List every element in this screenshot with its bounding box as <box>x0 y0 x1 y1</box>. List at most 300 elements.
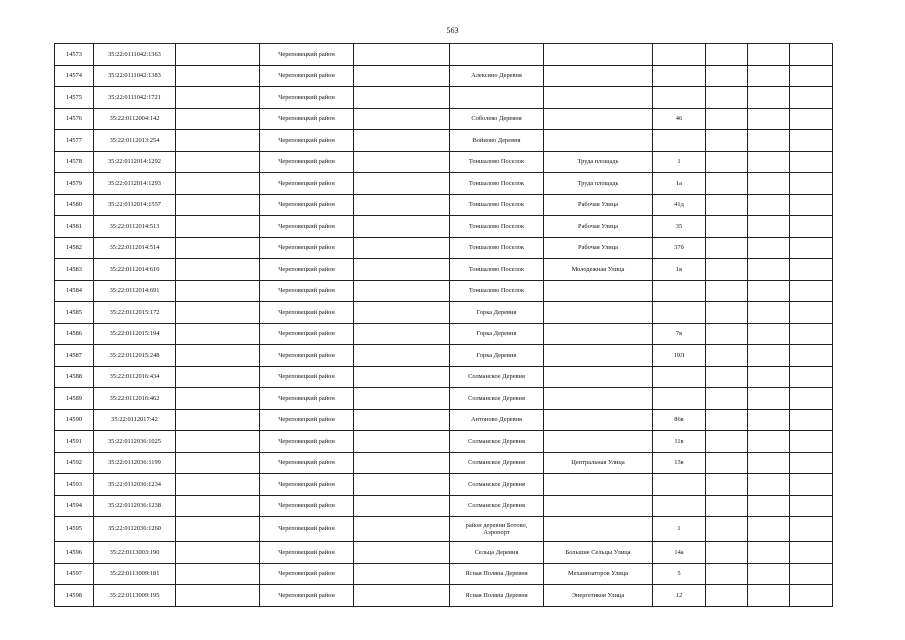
district-cell: Череповецкий район <box>260 585 354 607</box>
cadastral-number-cell: 35:22:0112014:1293 <box>94 173 176 195</box>
owner-cell <box>176 259 260 281</box>
record-number-cell: 14582 <box>55 237 94 259</box>
house-number-cell <box>653 495 706 517</box>
owner-cell <box>176 409 260 431</box>
record-number-cell: 14595 <box>55 517 94 542</box>
extra-cell-3 <box>748 366 790 388</box>
district-cell: Череповецкий район <box>260 409 354 431</box>
extra-cell-1 <box>354 585 450 607</box>
locality-cell: Антоново Деревня <box>450 409 544 431</box>
street-cell: Рабочая Улица <box>544 216 653 238</box>
district-cell: Череповецкий район <box>260 280 354 302</box>
extra-cell-4 <box>790 173 833 195</box>
extra-cell-2 <box>706 495 748 517</box>
district-cell: Череповецкий район <box>260 302 354 324</box>
locality-cell: Горка Деревня <box>450 345 544 367</box>
extra-cell-4 <box>790 431 833 453</box>
street-cell <box>544 302 653 324</box>
extra-cell-2 <box>706 280 748 302</box>
house-number-cell: 7в <box>653 323 706 345</box>
district-cell: Череповецкий район <box>260 345 354 367</box>
street-cell <box>544 366 653 388</box>
owner-cell <box>176 130 260 152</box>
district-cell: Череповецкий район <box>260 237 354 259</box>
locality-cell <box>450 87 544 109</box>
table-row <box>55 517 833 542</box>
extra-cell-1 <box>354 495 450 517</box>
locality-cell: Солманское Деревня <box>450 388 544 410</box>
extra-cell-4 <box>790 563 833 585</box>
record-number-cell: 14584 <box>55 280 94 302</box>
extra-cell-4 <box>790 237 833 259</box>
street-cell <box>544 517 653 542</box>
extra-cell-2 <box>706 108 748 130</box>
extra-cell-4 <box>790 474 833 496</box>
record-number-cell: 14573 <box>55 44 94 66</box>
table-row <box>55 44 833 66</box>
record-number-cell: 14598 <box>55 585 94 607</box>
owner-cell <box>176 151 260 173</box>
extra-cell-3 <box>748 431 790 453</box>
cadastral-number-cell: 35:22:0112017:42 <box>94 409 176 431</box>
district-cell: Череповецкий район <box>260 194 354 216</box>
extra-cell-3 <box>748 323 790 345</box>
extra-cell-3 <box>748 173 790 195</box>
district-cell: Череповецкий район <box>260 474 354 496</box>
extra-cell-3 <box>748 474 790 496</box>
extra-cell-1 <box>354 542 450 564</box>
extra-cell-3 <box>748 194 790 216</box>
house-number-cell: 14а <box>653 542 706 564</box>
owner-cell <box>176 65 260 87</box>
house-number-cell: 1в <box>653 259 706 281</box>
extra-cell-1 <box>354 409 450 431</box>
table-row <box>55 542 833 564</box>
owner-cell <box>176 388 260 410</box>
house-number-cell: 5 <box>653 563 706 585</box>
extra-cell-3 <box>748 517 790 542</box>
locality-cell: Солманское Деревня <box>450 452 544 474</box>
table-row <box>55 87 833 109</box>
house-number-cell <box>653 87 706 109</box>
street-cell: Центральная Улица <box>544 452 653 474</box>
extra-cell-4 <box>790 194 833 216</box>
cadastral-number-cell: 35:22:0113003:190 <box>94 542 176 564</box>
locality-cell: Войново Деревня <box>450 130 544 152</box>
table-row <box>55 452 833 474</box>
extra-cell-3 <box>748 409 790 431</box>
extra-cell-4 <box>790 323 833 345</box>
owner-cell <box>176 563 260 585</box>
extra-cell-2 <box>706 323 748 345</box>
extra-cell-4 <box>790 388 833 410</box>
locality-cell: Ясная Поляна Деревня <box>450 563 544 585</box>
extra-cell-1 <box>354 65 450 87</box>
extra-cell-2 <box>706 216 748 238</box>
extra-cell-2 <box>706 259 748 281</box>
extra-cell-1 <box>354 323 450 345</box>
extra-cell-1 <box>354 87 450 109</box>
extra-cell-4 <box>790 44 833 66</box>
table-row <box>55 563 833 585</box>
street-cell <box>544 280 653 302</box>
extra-cell-2 <box>706 409 748 431</box>
cadastral-number-cell: 35:22:0112036:1199 <box>94 452 176 474</box>
record-number-cell: 14590 <box>55 409 94 431</box>
extra-cell-4 <box>790 585 833 607</box>
table-row <box>55 302 833 324</box>
cadastral-number-cell: 35:22:0112014:513 <box>94 216 176 238</box>
street-cell <box>544 495 653 517</box>
extra-cell-2 <box>706 44 748 66</box>
locality-cell: Тоншалово Поселок <box>450 151 544 173</box>
house-number-cell: 46 <box>653 108 706 130</box>
district-cell: Череповецкий район <box>260 495 354 517</box>
record-number-cell: 14574 <box>55 65 94 87</box>
cadastral-number-cell: 35:22:0112004:142 <box>94 108 176 130</box>
district-cell: Череповецкий район <box>260 452 354 474</box>
table-row <box>55 65 833 87</box>
house-number-cell: 19Л <box>653 345 706 367</box>
extra-cell-3 <box>748 280 790 302</box>
extra-cell-1 <box>354 452 450 474</box>
extra-cell-3 <box>748 563 790 585</box>
extra-cell-2 <box>706 431 748 453</box>
street-cell <box>544 323 653 345</box>
extra-cell-1 <box>354 194 450 216</box>
extra-cell-2 <box>706 563 748 585</box>
extra-cell-1 <box>354 259 450 281</box>
house-number-cell <box>653 65 706 87</box>
locality-cell: Солманское Деревня <box>450 431 544 453</box>
extra-cell-3 <box>748 44 790 66</box>
street-cell <box>544 65 653 87</box>
table-row <box>55 431 833 453</box>
locality-cell: Ясная Поляна Деревня <box>450 585 544 607</box>
house-number-cell: 41д <box>653 194 706 216</box>
street-cell <box>544 474 653 496</box>
district-cell: Череповецкий район <box>260 173 354 195</box>
cadastral-number-cell: 35:22:0112015:248 <box>94 345 176 367</box>
district-cell: Череповецкий район <box>260 517 354 542</box>
extra-cell-4 <box>790 542 833 564</box>
record-number-cell: 14592 <box>55 452 94 474</box>
house-number-cell: 86в <box>653 409 706 431</box>
extra-cell-2 <box>706 173 748 195</box>
extra-cell-2 <box>706 452 748 474</box>
owner-cell <box>176 194 260 216</box>
owner-cell <box>176 431 260 453</box>
house-number-cell <box>653 388 706 410</box>
street-cell <box>544 431 653 453</box>
house-number-cell <box>653 474 706 496</box>
house-number-cell: 13в <box>653 452 706 474</box>
cadastral-number-cell: 35:22:0112036:1260 <box>94 517 176 542</box>
extra-cell-3 <box>748 87 790 109</box>
extra-cell-3 <box>748 388 790 410</box>
house-number-cell <box>653 366 706 388</box>
record-number-cell: 14580 <box>55 194 94 216</box>
extra-cell-3 <box>748 65 790 87</box>
extra-cell-4 <box>790 452 833 474</box>
owner-cell <box>176 280 260 302</box>
owner-cell <box>176 495 260 517</box>
owner-cell <box>176 366 260 388</box>
extra-cell-3 <box>748 542 790 564</box>
cadastral-number-cell: 35:22:0112015:172 <box>94 302 176 324</box>
locality-cell: Соболево Деревня <box>450 108 544 130</box>
table-row <box>55 388 833 410</box>
extra-cell-1 <box>354 151 450 173</box>
street-cell: Рабочая Улица <box>544 194 653 216</box>
page-number: 563 <box>446 26 459 35</box>
table-row <box>55 280 833 302</box>
table-row <box>55 237 833 259</box>
house-number-cell: 35 <box>653 216 706 238</box>
locality-cell: Солманское Деревня <box>450 474 544 496</box>
extra-cell-1 <box>354 44 450 66</box>
cadastral-number-cell: 35:22:0112015:194 <box>94 323 176 345</box>
property-registry-table <box>54 43 833 607</box>
owner-cell <box>176 452 260 474</box>
house-number-cell <box>653 302 706 324</box>
locality-cell: Тоншалово Поселок <box>450 216 544 238</box>
extra-cell-4 <box>790 495 833 517</box>
district-cell: Череповецкий район <box>260 563 354 585</box>
extra-cell-3 <box>748 151 790 173</box>
district-cell: Череповецкий район <box>260 65 354 87</box>
cadastral-number-cell: 35:22:0113009:181 <box>94 563 176 585</box>
locality-cell: Тоншалово Поселок <box>450 237 544 259</box>
house-number-cell: 1 <box>653 517 706 542</box>
cadastral-number-cell: 35:22:0112014:610 <box>94 259 176 281</box>
record-number-cell: 14591 <box>55 431 94 453</box>
record-number-cell: 14587 <box>55 345 94 367</box>
extra-cell-4 <box>790 65 833 87</box>
extra-cell-3 <box>748 237 790 259</box>
locality-cell: Алексино Деревня <box>450 65 544 87</box>
extra-cell-3 <box>748 108 790 130</box>
house-number-cell <box>653 280 706 302</box>
table-row <box>55 345 833 367</box>
extra-cell-4 <box>790 108 833 130</box>
extra-cell-4 <box>790 302 833 324</box>
registry-body <box>55 44 833 607</box>
extra-cell-1 <box>354 431 450 453</box>
cadastral-number-cell: 35:22:0113009:195 <box>94 585 176 607</box>
house-number-cell: 37б <box>653 237 706 259</box>
extra-cell-2 <box>706 388 748 410</box>
table-row <box>55 151 833 173</box>
extra-cell-1 <box>354 563 450 585</box>
record-number-cell: 14575 <box>55 87 94 109</box>
extra-cell-4 <box>790 87 833 109</box>
owner-cell <box>176 323 260 345</box>
record-number-cell: 14579 <box>55 173 94 195</box>
owner-cell <box>176 474 260 496</box>
table-row <box>55 495 833 517</box>
extra-cell-1 <box>354 388 450 410</box>
extra-cell-1 <box>354 130 450 152</box>
street-cell: Рабочая Улица <box>544 237 653 259</box>
owner-cell <box>176 345 260 367</box>
extra-cell-1 <box>354 345 450 367</box>
locality-cell: Солманское Деревня <box>450 366 544 388</box>
street-cell <box>544 87 653 109</box>
extra-cell-4 <box>790 517 833 542</box>
locality-cell: Горка Деревня <box>450 323 544 345</box>
locality-cell <box>450 44 544 66</box>
extra-cell-2 <box>706 366 748 388</box>
owner-cell <box>176 517 260 542</box>
district-cell: Череповецкий район <box>260 259 354 281</box>
cadastral-number-cell: 35:22:0112036:1025 <box>94 431 176 453</box>
table-row <box>55 194 833 216</box>
extra-cell-4 <box>790 130 833 152</box>
table-row <box>55 130 833 152</box>
extra-cell-3 <box>748 495 790 517</box>
house-number-cell: 1а <box>653 173 706 195</box>
record-number-cell: 14594 <box>55 495 94 517</box>
extra-cell-3 <box>748 345 790 367</box>
cadastral-number-cell: 35:22:0112036:1238 <box>94 495 176 517</box>
extra-cell-2 <box>706 474 748 496</box>
locality-cell: Тоншалово Поселок <box>450 259 544 281</box>
extra-cell-2 <box>706 130 748 152</box>
cadastral-number-cell: 35:22:0112013:254 <box>94 130 176 152</box>
record-number-cell: 14596 <box>55 542 94 564</box>
house-number-cell: 1 <box>653 151 706 173</box>
extra-cell-2 <box>706 65 748 87</box>
owner-cell <box>176 108 260 130</box>
table-row <box>55 108 833 130</box>
street-cell <box>544 108 653 130</box>
owner-cell <box>176 585 260 607</box>
locality-cell: Горка Деревня <box>450 302 544 324</box>
house-number-cell <box>653 130 706 152</box>
extra-cell-2 <box>706 585 748 607</box>
district-cell: Череповецкий район <box>260 431 354 453</box>
extra-cell-3 <box>748 585 790 607</box>
extra-cell-1 <box>354 280 450 302</box>
locality-cell: Тоншалово Поселок <box>450 194 544 216</box>
extra-cell-3 <box>748 130 790 152</box>
extra-cell-3 <box>748 452 790 474</box>
extra-cell-1 <box>354 216 450 238</box>
street-cell: Большие Сельцы Улица <box>544 542 653 564</box>
cadastral-number-cell: 35:22:0112014:691 <box>94 280 176 302</box>
cadastral-number-cell: 35:22:0112016:462 <box>94 388 176 410</box>
district-cell: Череповецкий район <box>260 87 354 109</box>
owner-cell <box>176 87 260 109</box>
owner-cell <box>176 237 260 259</box>
extra-cell-1 <box>354 517 450 542</box>
owner-cell <box>176 216 260 238</box>
table-row <box>55 216 833 238</box>
extra-cell-2 <box>706 517 748 542</box>
house-number-cell <box>653 44 706 66</box>
record-number-cell: 14593 <box>55 474 94 496</box>
table-row <box>55 409 833 431</box>
street-cell: Энергетиков Улица <box>544 585 653 607</box>
extra-cell-1 <box>354 366 450 388</box>
extra-cell-3 <box>748 259 790 281</box>
record-number-cell: 14576 <box>55 108 94 130</box>
extra-cell-4 <box>790 151 833 173</box>
record-number-cell: 14583 <box>55 259 94 281</box>
district-cell: Череповецкий район <box>260 388 354 410</box>
street-cell: Механизаторов Улица <box>544 563 653 585</box>
table-row <box>55 323 833 345</box>
record-number-cell: 14581 <box>55 216 94 238</box>
district-cell: Череповецкий район <box>260 151 354 173</box>
cadastral-number-cell: 35:22:0112014:514 <box>94 237 176 259</box>
street-cell: Молодежная Улица <box>544 259 653 281</box>
house-number-cell: 12 <box>653 585 706 607</box>
cadastral-number-cell: 35:22:0111042:1383 <box>94 65 176 87</box>
locality-cell: Сельца Деревня <box>450 542 544 564</box>
extra-cell-1 <box>354 173 450 195</box>
record-number-cell: 14586 <box>55 323 94 345</box>
extra-cell-2 <box>706 87 748 109</box>
extra-cell-3 <box>748 302 790 324</box>
cadastral-number-cell: 35:22:0112036:1234 <box>94 474 176 496</box>
street-cell <box>544 130 653 152</box>
record-number-cell: 14589 <box>55 388 94 410</box>
record-number-cell: 14578 <box>55 151 94 173</box>
district-cell: Череповецкий район <box>260 366 354 388</box>
owner-cell <box>176 302 260 324</box>
extra-cell-4 <box>790 409 833 431</box>
street-cell: Труда площадь <box>544 151 653 173</box>
district-cell: Череповецкий район <box>260 216 354 238</box>
extra-cell-2 <box>706 302 748 324</box>
table-row <box>55 259 833 281</box>
extra-cell-1 <box>354 237 450 259</box>
record-number-cell: 14597 <box>55 563 94 585</box>
cadastral-number-cell: 35:22:0111042:1721 <box>94 87 176 109</box>
locality-cell: район деревни Ботово, Аэропорт <box>450 517 544 542</box>
cadastral-number-cell: 35:22:0111042:1363 <box>94 44 176 66</box>
extra-cell-2 <box>706 151 748 173</box>
street-cell <box>544 345 653 367</box>
extra-cell-2 <box>706 542 748 564</box>
table-row <box>55 173 833 195</box>
house-number-cell: 11в <box>653 431 706 453</box>
district-cell: Череповецкий район <box>260 44 354 66</box>
table-row <box>55 474 833 496</box>
cadastral-number-cell: 35:22:0112014:1292 <box>94 151 176 173</box>
extra-cell-4 <box>790 216 833 238</box>
street-cell <box>544 44 653 66</box>
extra-cell-2 <box>706 194 748 216</box>
extra-cell-1 <box>354 474 450 496</box>
locality-cell: Тоншалово Поселок <box>450 280 544 302</box>
owner-cell <box>176 542 260 564</box>
locality-cell: Тоншалово Поселок <box>450 173 544 195</box>
extra-cell-4 <box>790 345 833 367</box>
district-cell: Череповецкий район <box>260 108 354 130</box>
table-row <box>55 585 833 607</box>
extra-cell-2 <box>706 345 748 367</box>
district-cell: Череповецкий район <box>260 542 354 564</box>
locality-cell: Солманское Деревня <box>450 495 544 517</box>
extra-cell-1 <box>354 302 450 324</box>
district-cell: Череповецкий район <box>260 130 354 152</box>
record-number-cell: 14577 <box>55 130 94 152</box>
street-cell: Труда площадь <box>544 173 653 195</box>
extra-cell-2 <box>706 237 748 259</box>
